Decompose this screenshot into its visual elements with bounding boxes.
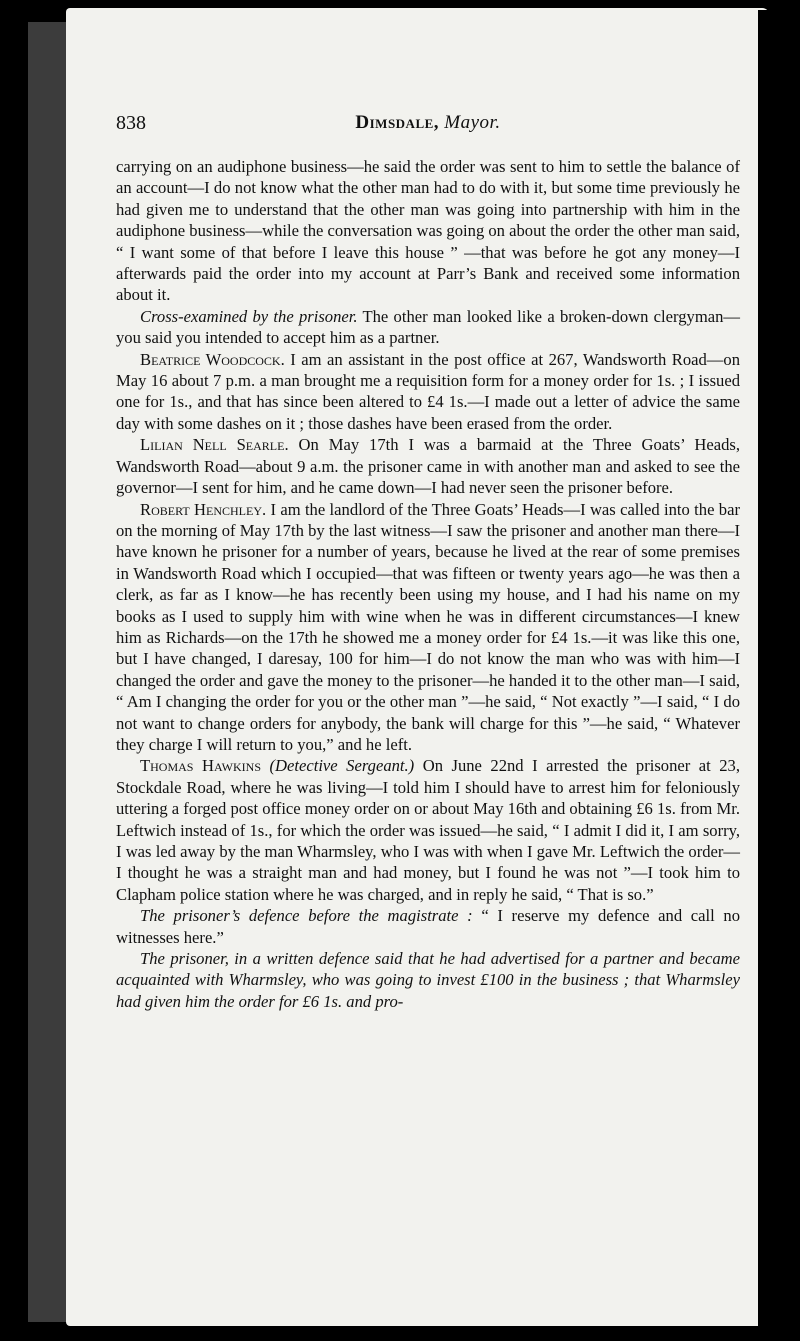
defence-text: “ I reserve my defence and call no witnesses here.” [116, 906, 740, 947]
page-number: 838 [116, 112, 146, 134]
witness-role-hawkins: (Detective Sergeant.) [269, 756, 415, 776]
paragraph-cross-examination [116, 306, 740, 349]
witness-name-searle: Lilian Nell Searle. [140, 435, 289, 455]
witness-name-woodcock: Beatrice Woodcock. [140, 349, 285, 369]
paragraph-continuation: carrying on an audiphone business—he said the order was sent to him to settle the balance of an account—I do not know what the other man had to do with it, but some time previously he had given me to understand that the other man was going into partnership with him in the audiphone business—while the conversation was going on about the order the other man said, “ I want some of that before I leave this house ” —that was before he got any money—I afterwards paid the order into my account at Parr’s Bank and received some information about it. [116, 157, 740, 305]
paragraph-woodcock [116, 349, 740, 435]
running-head [116, 112, 740, 134]
paragraph-defence-magistrate [116, 905, 740, 948]
page-header [116, 112, 740, 140]
paragraph-searle [116, 434, 740, 498]
testimony-hawkins: On June 22nd I arrested the prisoner at 23, Stockdale Road, where he was living—I told him I should have to arrest him for feloniously uttering a forged post office money order on or about May 16th and obtaining £6 1s. from Mr. Leftwich instead of 1s., for which the order was issued—he said, “ I admit I did it, I am sorry, I was led away by the man Wharmsley, who I was with when I gave Mr. Leftwich the order—I thought he was a straight man and had money, but I found he was not ”—I took him to Clapham police station where he was charged, and in reply he said, “ That is so.” [116, 756, 740, 904]
cross-examined-label: Cross-examined by the prisoner. [140, 306, 358, 326]
paragraph-henchley [116, 499, 740, 756]
paragraph-written-defence: The prisoner, in a written defence said that he had advertised for a partner and became acquainted with Wharmsley, who was going to invest £100 in the business ; that Wharmsley had given him the order for £6 1s. and pro- [116, 949, 740, 1011]
body-text [116, 156, 740, 1012]
witness-name-henchley: Robert Henchley. [140, 499, 267, 519]
testimony-searle: On May 17th I was a barmaid at the Three Goats’ Heads, Wandsworth Road—about 9 a.m. the prisoner came in with another man and asked to see the governor—I sent for him, and he came down—I had never seen the prisoner before. [116, 435, 740, 498]
running-head-title: Mayor. [444, 112, 501, 133]
cross-examined-text: The other man looked like a broken-down clergyman—you said you intended to accept him as a partner. [116, 306, 741, 348]
page-edge-shadow [758, 10, 800, 1330]
paragraph-hawkins [116, 755, 740, 905]
witness-name-hawkins: Thomas Hawkins [140, 756, 261, 776]
testimony-woodcock: I am an assistant in the post office at 267, Wandsworth Road—on May 16 about 7 p.m. a man brought me a requisition form for a money order for 1s. ; I issued one for 1s., and that has since been altered to £4 1s.—I made out a letter of advice the same day with some dashes on it ; those dashes have been erased from the order. [116, 349, 740, 433]
testimony-henchley: I am the landlord of the Three Goats’ Heads—I was called into the bar on the morning of May 17th by the last witness—I saw the prisoner and another man there—I have known he prisoner for a number of years, because he lived at the rear of some premises in Wandsworth Road which I occupied—that was fifteen or twenty years ago—he was then a clerk, as far as I know—he has recently been using my house, and I had his name on my books as I used to supply him with wine when he was in different circumstances—I knew him as Richards—on the 17th he showed me a money order for £4 1s.—it was like this one, but I have changed, I daresay, 100 for him—I do not know the man who was with him—I changed the order and gave the money to the prisoner—he handed it to the other man—I said, “ Am I changing the order for you or the other man ”—he said, “ Not exactly ”—I said, “ I do not want to change orders for anybody, the bank will charge for this ”—he said, “ Whatever they charge I will return to you,” and he left. [116, 499, 740, 754]
running-head-name: Dimsdale, [355, 112, 440, 133]
defence-label: The prisoner’s defence before the magistrate : [140, 906, 473, 926]
